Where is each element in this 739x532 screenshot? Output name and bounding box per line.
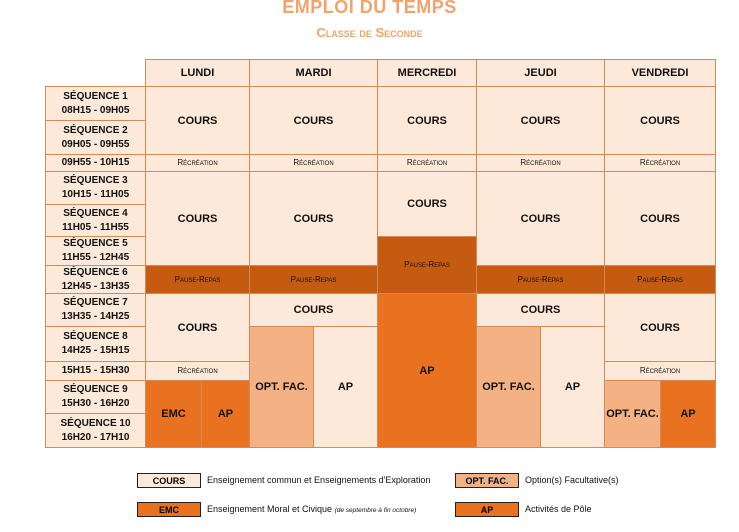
day-header-monday: LUNDI <box>145 59 250 87</box>
wednesday-morning-cours: COURS <box>377 86 477 155</box>
thursday-afternoon-cours: COURS <box>476 293 605 327</box>
day-header-tuesday: MARDI <box>249 59 378 87</box>
monday-recreation-1: Récréation <box>145 154 250 172</box>
slot-label-s10: SÉQUENCE 10 16H20 - 17H10 <box>45 413 146 448</box>
thursday-morning-cours: COURS <box>476 86 605 155</box>
slot-label-s6: SÉQUENCE 6 12H45 - 13H35 <box>45 265 146 294</box>
slot-label-rec1: 09H55 - 10H15 <box>45 154 146 172</box>
slot-label-s1: SÉQUENCE 1 08H15 - 09H05 <box>45 86 146 121</box>
monday-afternoon-cours: COURS <box>145 293 250 362</box>
legend-emc-label: Enseignement Moral et Civique <box>207 504 333 514</box>
friday-recreation-1: Récréation <box>604 154 716 172</box>
monday-lunch-break: Pause-Repas <box>145 265 250 294</box>
tuesday-lunch-break: Pause-Repas <box>249 265 378 294</box>
friday-recreation-2: Récréation <box>604 361 716 381</box>
monday-morning-cours: COURS <box>145 86 250 155</box>
thursday-recreation-1: Récréation <box>476 154 605 172</box>
day-header-thursday: JEUDI <box>476 59 605 87</box>
page-subtitle: Classe de Seconde <box>316 25 423 40</box>
friday-lunch-break: Pause-Repas <box>604 265 716 294</box>
slot-label-s3: SÉQUENCE 3 10H15 - 11H05 <box>45 171 146 205</box>
day-header-wednesday: MERCREDI <box>377 59 477 87</box>
legend-ap-swatch: AP <box>455 502 519 517</box>
legend-opt-swatch: OPT. FAC. <box>455 473 519 488</box>
tuesday-morning-cours: COURS <box>249 86 378 155</box>
thursday-ap: AP <box>540 326 605 448</box>
slot-label-s4: SÉQUENCE 4 11H05 - 11H55 <box>45 204 146 237</box>
monday-recreation-2: Récréation <box>145 361 250 381</box>
tuesday-opt-fac: OPT. FAC. <box>249 326 314 448</box>
thursday-lunch-break: Pause-Repas <box>476 265 605 294</box>
tuesday-late-morning-cours: COURS <box>249 171 378 266</box>
monday-late-morning-cours: COURS <box>145 171 250 266</box>
legend-cours-text: Enseignement commun et Enseignements d'Exploration <box>207 475 431 485</box>
slot-label-s5: SÉQUENCE 5 11H55 - 12H45 <box>45 236 146 266</box>
legend-opt-text: Option(s) Facultative(s) <box>525 475 619 485</box>
wednesday-ap: AP <box>377 293 477 448</box>
slot-label-s8: SÉQUENCE 8 14H25 - 15H15 <box>45 326 146 362</box>
legend-ap-text: Activités de Pôle <box>525 504 592 514</box>
legend-emc-swatch: EMC <box>137 502 201 517</box>
thursday-late-morning-cours: COURS <box>476 171 605 266</box>
slot-label-s7: SÉQUENCE 7 13H35 - 14H25 <box>45 293 146 327</box>
tuesday-afternoon-cours: COURS <box>249 293 378 327</box>
monday-emc: EMC <box>145 380 202 448</box>
slot-label-rec2: 15H15 - 15H30 <box>45 361 146 381</box>
friday-afternoon-cours: COURS <box>604 293 716 362</box>
friday-late-morning-cours: COURS <box>604 171 716 266</box>
page-title: EMPLOI DU TEMPS <box>282 0 457 17</box>
legend-emc-note: (de septembre à fin octobre) <box>334 507 417 514</box>
tuesday-recreation-1: Récréation <box>249 154 378 172</box>
slot-label-s2: SÉQUENCE 2 09H05 - 09H55 <box>45 120 146 155</box>
monday-ap: AP <box>201 380 250 448</box>
slot-label-s9: SÉQUENCE 9 15H30 - 16H20 <box>45 380 146 414</box>
legend-emc-text <box>207 502 416 518</box>
wednesday-lunch-break: Pause-Repas <box>377 236 477 294</box>
legend-cours-swatch: COURS <box>137 473 201 488</box>
thursday-opt-fac: OPT. FAC. <box>476 326 541 448</box>
friday-morning-cours: COURS <box>604 86 716 155</box>
wednesday-recreation-1: Récréation <box>377 154 477 172</box>
friday-ap: AP <box>660 380 716 448</box>
day-header-friday: VENDREDI <box>604 59 716 87</box>
tuesday-ap: AP <box>313 326 378 448</box>
wednesday-late-morning-cours: COURS <box>377 171 477 237</box>
friday-opt-fac: OPT. FAC. <box>604 380 661 448</box>
